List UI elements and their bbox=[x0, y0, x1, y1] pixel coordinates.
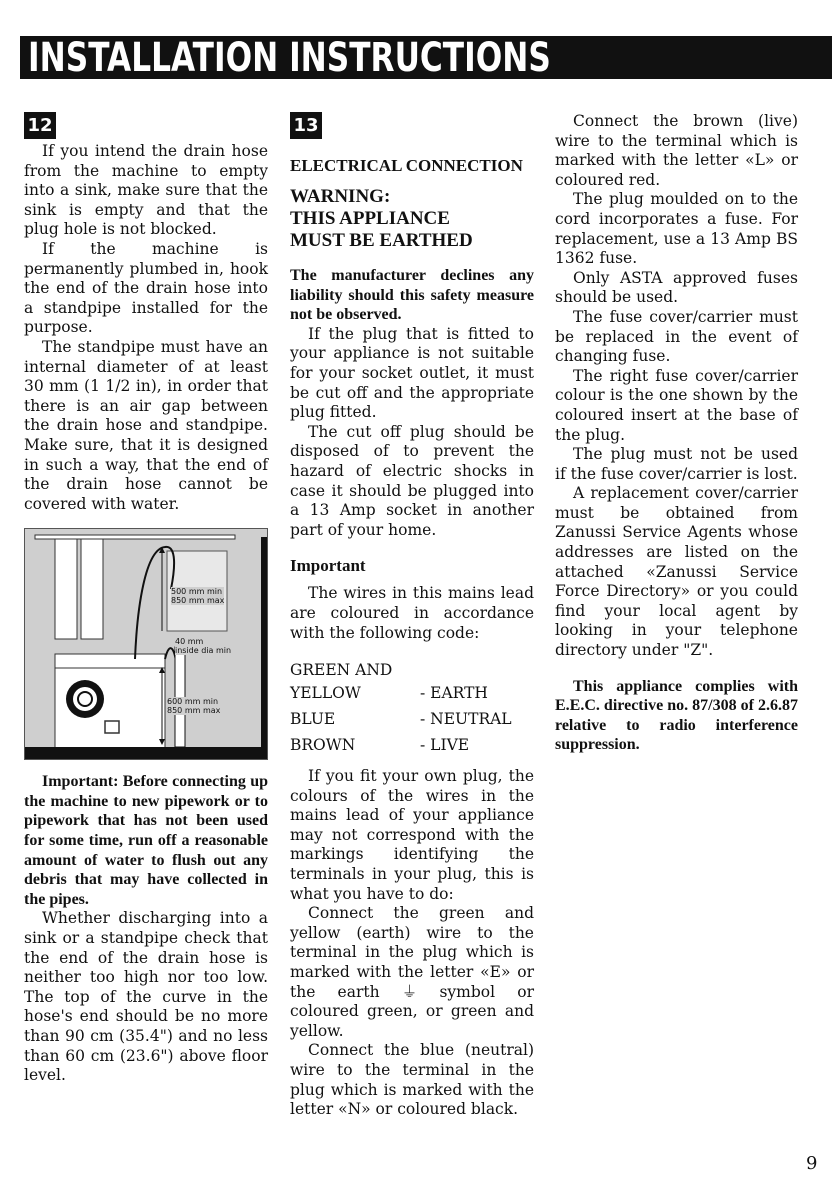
paragraph: The plug moulded on to the cord incorporates a fuse. For replacement, use a 13 Amp BS 1362 fuse. bbox=[555, 190, 798, 268]
wire-meaning: - LIVE bbox=[420, 736, 470, 755]
paragraph: The standpipe must have an internal diameter of at least 30 mm (1 1/2 in), in order that there is an air gap between the drain hose and standpipe. Make sure, that it is designed in such a way, that the end of the drain hose cannot be covered with water. bbox=[24, 337, 268, 513]
title-banner bbox=[20, 36, 832, 79]
paragraph: Connect the green and yellow (earth) wire to the terminal in the plug which is marked with the letter «E» or the earth ⏚ symbol or coloured green, or green and yellow. bbox=[290, 904, 534, 1040]
column-3 bbox=[555, 112, 798, 755]
drain-hose-diagram bbox=[24, 528, 268, 760]
paragraph: A replacement cover/carrier must be obtained from Zanussi Service Agents whose addresses are listed on the attached «Zanussi Service Force Directory» or you could find your local agent by looking in your telephone directory under "Z". bbox=[555, 484, 798, 660]
table-row bbox=[290, 705, 512, 731]
section-number-13: 13 bbox=[290, 112, 322, 139]
wire-colour-table bbox=[290, 659, 512, 757]
dimension-label-diameter: 40 mm inside dia min bbox=[175, 637, 232, 656]
wire-meaning: - NEUTRAL bbox=[420, 710, 512, 729]
paragraph: Connect the brown (live) wire to the terminal which is marked with the letter «L» or coloured red. bbox=[555, 112, 798, 189]
compliance-note: This appliance complies with E.E.C. directive no. 87/308 of 2.6.87 relative to radio interference suppression. bbox=[555, 677, 798, 754]
dimension-label-standpipe: 600 mm min 850 mm max bbox=[167, 697, 221, 716]
column-section-12 bbox=[24, 112, 268, 1086]
paragraph: The right fuse cover/carrier colour is the one shown by the coloured insert at the base of the plug. bbox=[555, 366, 798, 444]
paragraph: If the machine is permanently plumbed in, hook the end of the drain hose into a standpipe installed for the purpose. bbox=[24, 239, 268, 337]
page-title: INSTALLATION INSTRUCTIONS bbox=[28, 35, 551, 81]
figure-floor bbox=[25, 747, 267, 759]
wire-colour: GREEN AND YELLOW bbox=[290, 661, 393, 703]
section-number-12: 12 bbox=[24, 112, 56, 139]
wire-colour: BROWN bbox=[290, 736, 356, 755]
paragraph: Whether discharging into a sink or a standpipe check that the end of the drain hose is neither too high nor too low. The top of the curve in the hose's end should be no more than 90 cm (35.4") and no less than 60 cm (23.6") above floor level. bbox=[24, 909, 268, 1085]
paragraph: The cut off plug should be disposed of to prevent the hazard of electric shocks in case it should be plugged into a 13 Amp socket in another part of your home. bbox=[290, 422, 534, 539]
wire-colour: BLUE bbox=[290, 710, 336, 729]
page-number: 9 bbox=[806, 1153, 818, 1174]
table-row bbox=[290, 659, 512, 705]
important-note: Important: Before connecting up the machine to new pipework or to pipework that has not been used for some time, run off a reasonable amount of water to flush out any debris that may have collected in the pipes. bbox=[24, 773, 268, 908]
paragraph: If the plug that is fitted to your appliance is not suitable for your socket outlet, it must be cut off and the appropriate plug fitted. bbox=[290, 324, 534, 422]
section-heading: ELECTRICAL CONNECTION bbox=[290, 156, 523, 175]
paragraph: If you intend the drain hose from the machine to empty into a sink, make sure that the sink is empty and that the plug hole is not blocked. bbox=[24, 142, 268, 239]
column-section-13 bbox=[290, 112, 534, 1120]
paragraph: The plug must not be used if the fuse cover/carrier is lost. bbox=[555, 445, 798, 483]
paragraph: If you fit your own plug, the colours of the wires in the mains lead of your appliance may not correspond with the markings identifying the terminals in your plug, this is what you have to do: bbox=[290, 767, 534, 903]
paragraph: The fuse cover/carrier must be replaced in the event of changing fuse. bbox=[555, 307, 798, 366]
wire-meaning: - EARTH bbox=[420, 684, 488, 703]
paragraph: Connect the blue (neutral) wire to the terminal in the plug which is marked with the letter «N» or coloured black. bbox=[290, 1041, 534, 1119]
dimension-label-sink: 500 mm min 850 mm max bbox=[171, 587, 225, 606]
figure-shadow bbox=[261, 537, 267, 759]
warning-heading: WARNING: THIS APPLIANCE MUST BE EARTHED bbox=[290, 186, 473, 251]
important-heading: Important bbox=[290, 556, 366, 576]
paragraph: Only ASTA approved fuses should be used. bbox=[555, 268, 798, 307]
table-row bbox=[290, 731, 512, 757]
liability-note: The manufacturer declines any liability should this safety measure not be observed. bbox=[290, 267, 534, 324]
paragraph: The wires in this mains lead are coloured in accordance with the following code: bbox=[290, 584, 534, 642]
